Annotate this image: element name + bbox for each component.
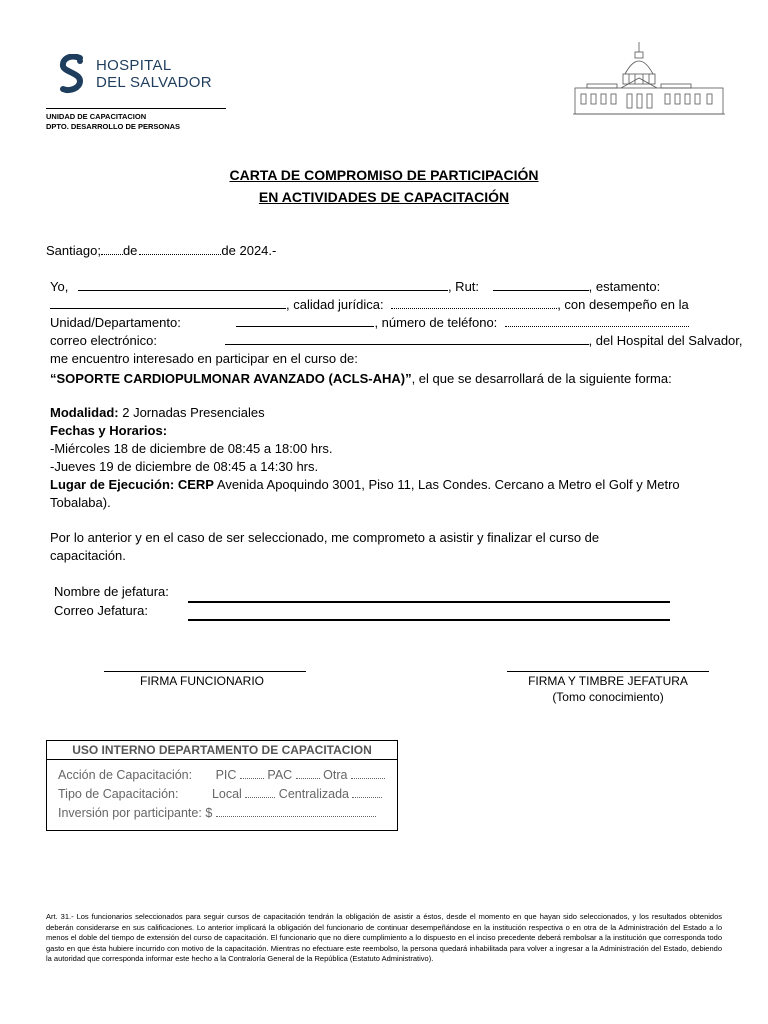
label-correo: correo electrónico:: [50, 333, 157, 348]
accion-label: Acción de Capacitación:: [58, 768, 193, 782]
label-telefono: , número de teléfono:: [374, 315, 498, 330]
tipo-label: Tipo de Capacitación:: [58, 787, 179, 801]
label-calidad: , calidad jurídica:: [286, 297, 384, 312]
curso-line: [50, 370, 672, 388]
calidad-field[interactable]: [391, 296, 557, 309]
opt-pic: PIC: [215, 768, 237, 782]
hospital-s-logo-icon: [58, 54, 86, 94]
date-year: de 2024.-: [221, 243, 277, 258]
article-31-footnote: Art. 31.- Los funcionarios seleccionados para seguir cursos de capacitación tendrán la obligación de asistir a éstos, desde el momento en que hayan sido seleccionados, y los resultados obtenidos deberán considerarse en sus calificaciones. Lo anterior implicará la obligación del funcionario de continuar desempeñándose en la institución respectiva o en otra de la Administración del Estado a lo menos el doble del tiempo de extensión del curso de capacitación. El funcionario que no diere cumplimiento a lo dispuesto en el inciso precedente deberá rembolsar a la institución que corresponda todo gasto en que ésta hubiere incurrido con motivo de la capacitación. Mientras no efectuare este reembolso, la persona quedará inhabilitada para volver a ingresar a la Administración del Estado, debiendo la autoridad que corresponda informar este hecho a la Contraloría General de la República (Estatuto Administrativo).: [46, 912, 722, 963]
opt-pac: PAC: [267, 768, 293, 782]
centralizada-field[interactable]: [352, 786, 382, 798]
estamento-field[interactable]: [50, 296, 286, 309]
jefatura-nombre-label: Nombre de jefatura:: [54, 584, 169, 599]
firma-jefatura-label: FIRMA Y TIMBRE JEFATURA: [528, 674, 688, 688]
logo-line-1: HOSPITAL: [96, 57, 172, 74]
unit-line-1: UNIDAD DE CAPACITACION: [46, 112, 147, 121]
hospital-building-icon: [573, 40, 725, 118]
logo-line-2: DEL SALVADOR: [96, 74, 212, 91]
lugar-label: Lugar de Ejecución: CERP: [50, 477, 214, 492]
modalidad-value: 2 Jornadas Presenciales: [118, 405, 265, 420]
fechas-label-text: Fechas y Horarios:: [50, 423, 168, 438]
lugar-line: [50, 476, 680, 494]
form-line-2: [50, 296, 689, 314]
commitment-line-2: capacitación.: [50, 548, 126, 563]
day-field[interactable]: [101, 242, 123, 255]
unidad-field[interactable]: [236, 314, 374, 327]
title-line-2: EN ACTIVIDADES DE CAPACITACIÓN: [258, 189, 510, 205]
lugar-value: Avenida Apoquindo 3001, Piso 11, Las Condes. Cercano a Metro el Golf y Metro: [213, 477, 680, 492]
firma-jefatura-line[interactable]: [507, 671, 709, 672]
label-hospital: , del Hospital del Salvador,: [588, 333, 743, 348]
otra-field[interactable]: [351, 767, 385, 779]
curso-name: “SOPORTE CARDIOPULMONAR AVANZADO (ACLS-AHA)”: [50, 371, 412, 386]
fechas-label: [50, 422, 167, 440]
label-estamento: , estamento:: [588, 279, 661, 294]
hospital-logo-text: [96, 57, 212, 91]
inversion-row: [58, 805, 376, 820]
pac-field[interactable]: [296, 767, 320, 779]
form-line-1: [50, 278, 660, 296]
fecha-1: -Miércoles 18 de diciembre de 08:45 a 18:00 hrs.: [50, 441, 333, 456]
unit-line-2: DPTO. DESARROLLO DE PERSONAS: [46, 122, 181, 131]
currency-sign: $: [205, 806, 213, 820]
fecha-2: -Jueves 19 de diciembre de 08:45 a 14:30 hrs.: [50, 459, 319, 474]
label-yo: Yo,: [50, 279, 69, 294]
modalidad-label: Modalidad:: [50, 405, 119, 420]
date-de: de: [122, 243, 138, 258]
jefatura-nombre-field[interactable]: [188, 593, 670, 603]
label-desempeno: , con desempeño en la: [557, 297, 689, 312]
internal-box-title: USO INTERNO DEPARTAMENTO DE CAPACITACION: [47, 741, 397, 760]
name-field[interactable]: [78, 278, 448, 291]
accion-row: [58, 767, 385, 782]
curso-suffix: , el que se desarrollará de la siguiente forma:: [411, 371, 672, 386]
firma-jefatura-sub: (Tomo conocimiento): [552, 690, 664, 704]
telefono-field[interactable]: [505, 314, 689, 327]
pic-field[interactable]: [240, 767, 264, 779]
modalidad-line: [50, 404, 265, 422]
date-city: Santiago;: [46, 243, 101, 258]
month-field[interactable]: [139, 242, 221, 255]
rut-field[interactable]: [493, 278, 589, 291]
header-divider: [46, 108, 226, 109]
unit-name: [46, 112, 180, 132]
internal-use-box: [46, 740, 398, 831]
opt-local: Local: [211, 787, 242, 801]
inversion-field[interactable]: [216, 805, 376, 817]
label-rut: , Rut:: [447, 279, 480, 294]
date-line: [46, 242, 276, 260]
tipo-row: [58, 786, 382, 801]
lugar-line-2: Tobalaba).: [50, 495, 111, 510]
title-line-1: CARTA DE COMPROMISO DE PARTICIPACIÓN: [229, 167, 539, 183]
jefatura-correo-field[interactable]: [188, 611, 670, 621]
firma-funcionario-line[interactable]: [104, 671, 306, 672]
interes-text: me encuentro interesado en participar en el curso de:: [50, 351, 358, 366]
local-field[interactable]: [245, 786, 275, 798]
correo-field[interactable]: [225, 332, 589, 345]
form-line-4: [50, 332, 743, 350]
jefatura-correo-label: Correo Jefatura:: [54, 603, 148, 618]
inversion-label: Inversión por participante:: [58, 806, 202, 820]
commitment-line-1: Por lo anterior y en el caso de ser seleccionado, me comprometo a asistir y finalizar el curso de: [50, 530, 600, 545]
firma-funcionario-label: FIRMA FUNCIONARIO: [139, 674, 264, 688]
opt-centralizada: Centralizada: [278, 787, 349, 801]
opt-otra: Otra: [323, 768, 348, 782]
form-line-3: [50, 314, 689, 332]
label-unidad: Unidad/Departamento:: [50, 315, 181, 330]
